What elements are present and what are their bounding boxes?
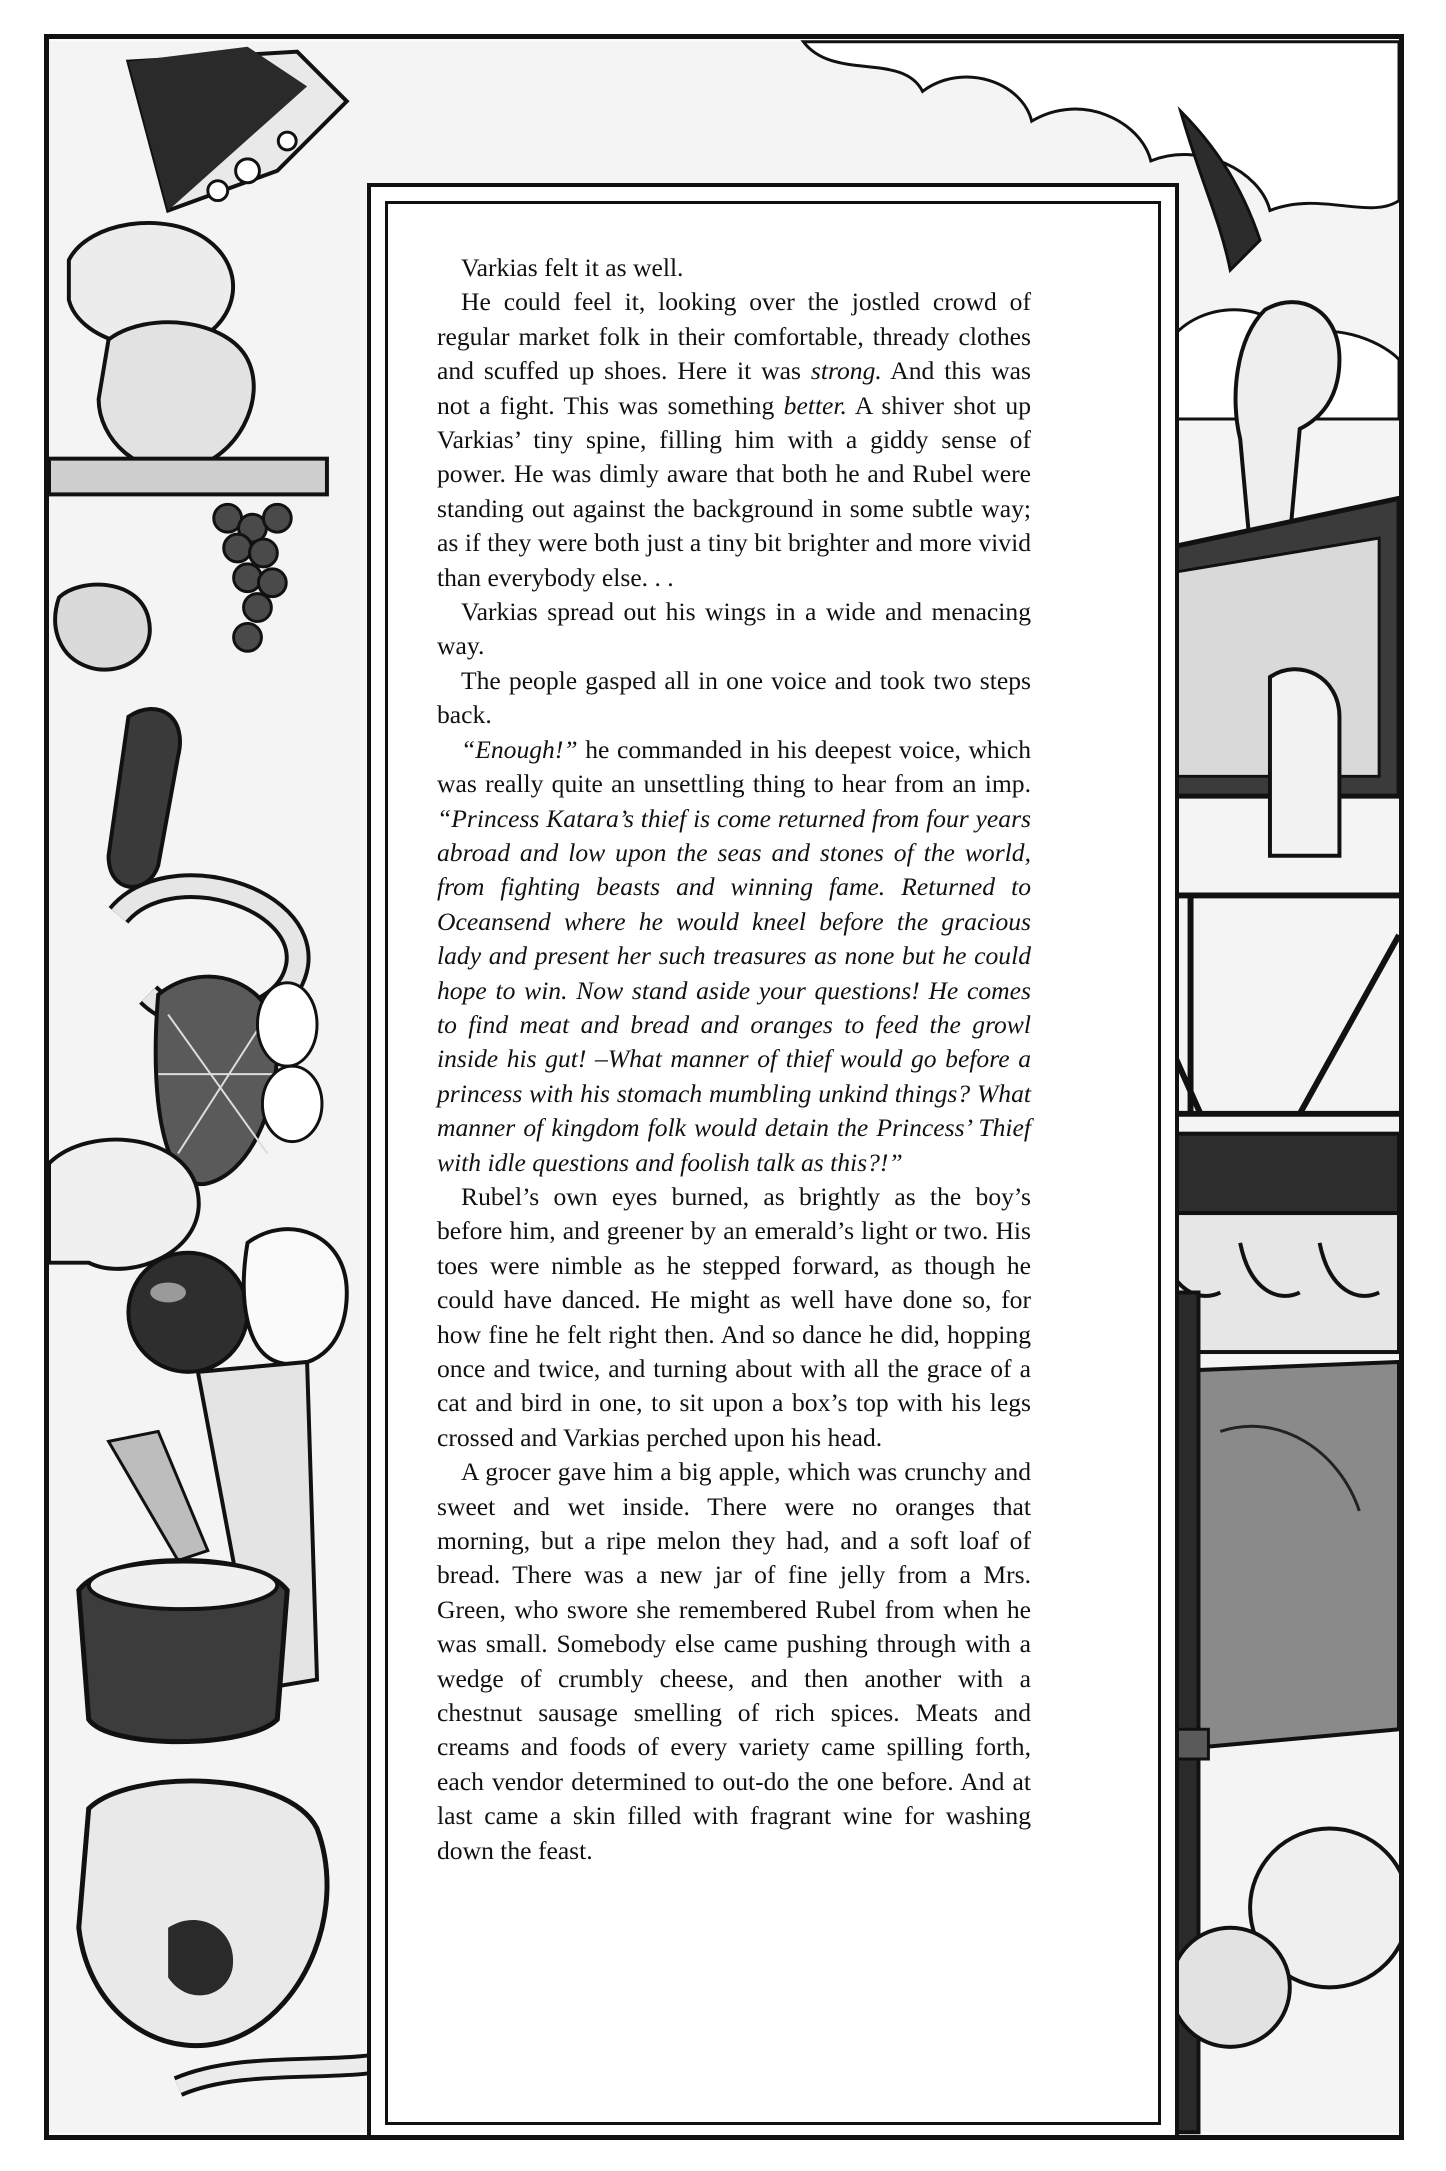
story-paragraph xyxy=(437,664,1031,733)
story-paragraph xyxy=(437,251,1031,285)
text-run: A grocer gave him a big apple, which was crunchy and sweet and wet inside. There were no oranges that morning, but a ripe melon they had, and a soft loaf of bread. There was a new jar of fine jelly from a Mrs. Green, who swore she remembered Rubel from when he was small. Somebody else came pushing through with a wedge of crumbly cheese, and then another with a chestnut sausage smelling of rich spices. Meats and creams and foods of every variety came spilling forth, each vendor determined to out-do the one before. And at last came a skin filled with fragrant wine for washing down the feast. xyxy=(437,1457,1031,1865)
apple-icon xyxy=(128,1253,247,1372)
text-run: He could feel it, looking over the jostled crowd of regular market folk in their comfortable, thready clothes and scuffed up shoes. Here it was xyxy=(437,287,1031,386)
italic-text-run: strong. xyxy=(810,356,882,386)
pitcher-icon xyxy=(244,1229,347,1364)
text-run: A shiver shot up Varkias’ tiny spine, filling him with a giddy sense of power. He was dimly aware that both he and Rubel were standing out against the background in some subtle way; as if they were both just a tiny bit brighter and more vivid than everybody else. . . xyxy=(437,390,1031,592)
text-run: And this was not a fight. This was something xyxy=(437,356,1031,420)
story-paragraph xyxy=(437,733,1031,1180)
story-paragraph xyxy=(437,285,1031,595)
text-run: Rubel’s own eyes burned, as brightly as the boy’s before him, and greener by an emerald’s light or two. His toes were nimble as he stepped forward, as though he could have danced. He might as well have done so, for how fine he felt right then. And so dance he did, hopping once and twice, and turning about with all the grace of a cat and bird in one, to sit upon a box’s top with his legs crossed and Varkias perched upon his head. xyxy=(437,1181,1031,1452)
shelf-plank xyxy=(49,459,327,495)
egg-icon xyxy=(257,983,317,1066)
cheese-wheel-icon xyxy=(49,1140,199,1269)
italic-text-run: “Enough!” xyxy=(461,734,578,764)
text-run: Varkias felt it as well. xyxy=(461,253,684,282)
pepper-icon xyxy=(55,585,150,670)
text-run: The people gasped all in one voice and took two steps back. xyxy=(437,665,1031,730)
egg-icon xyxy=(262,1066,322,1141)
text-run: he commanded in his deepest voice, which was really quite an unsettling thing to hear from an imp. xyxy=(437,734,1031,799)
illustrated-page-frame xyxy=(44,34,1404,2140)
crowd-head xyxy=(1171,1928,1290,2047)
text-run: Varkias spread out his wings in a wide and menacing way. xyxy=(437,597,1031,661)
italic-text-run: better. xyxy=(783,390,847,420)
italic-text-run: “Princess Katara’s thief is come returned from four years abroad and low upon the seas and stones of the world, from fighting beasts and winning fame. Returned to Oceansend where he would kneel before the gracious lady and present her such treasures as none but he could hope to win. Now stand aside your questions! He comes to find meat and bread and oranges to feed the growl inside his gut! –What manner of thief would go before a princess with his stomach mumbling unkind things? What manner of kingdom folk would detain the Princess’ Thief with idle questions and foolish talk as this?!” xyxy=(437,803,1031,1177)
story-paragraph xyxy=(437,1180,1031,1455)
story-text xyxy=(437,251,1031,1868)
story-paragraph xyxy=(437,595,1031,664)
girl-figure xyxy=(1270,669,1339,855)
story-paragraph xyxy=(437,1455,1031,1868)
story-text-panel xyxy=(367,183,1179,2140)
